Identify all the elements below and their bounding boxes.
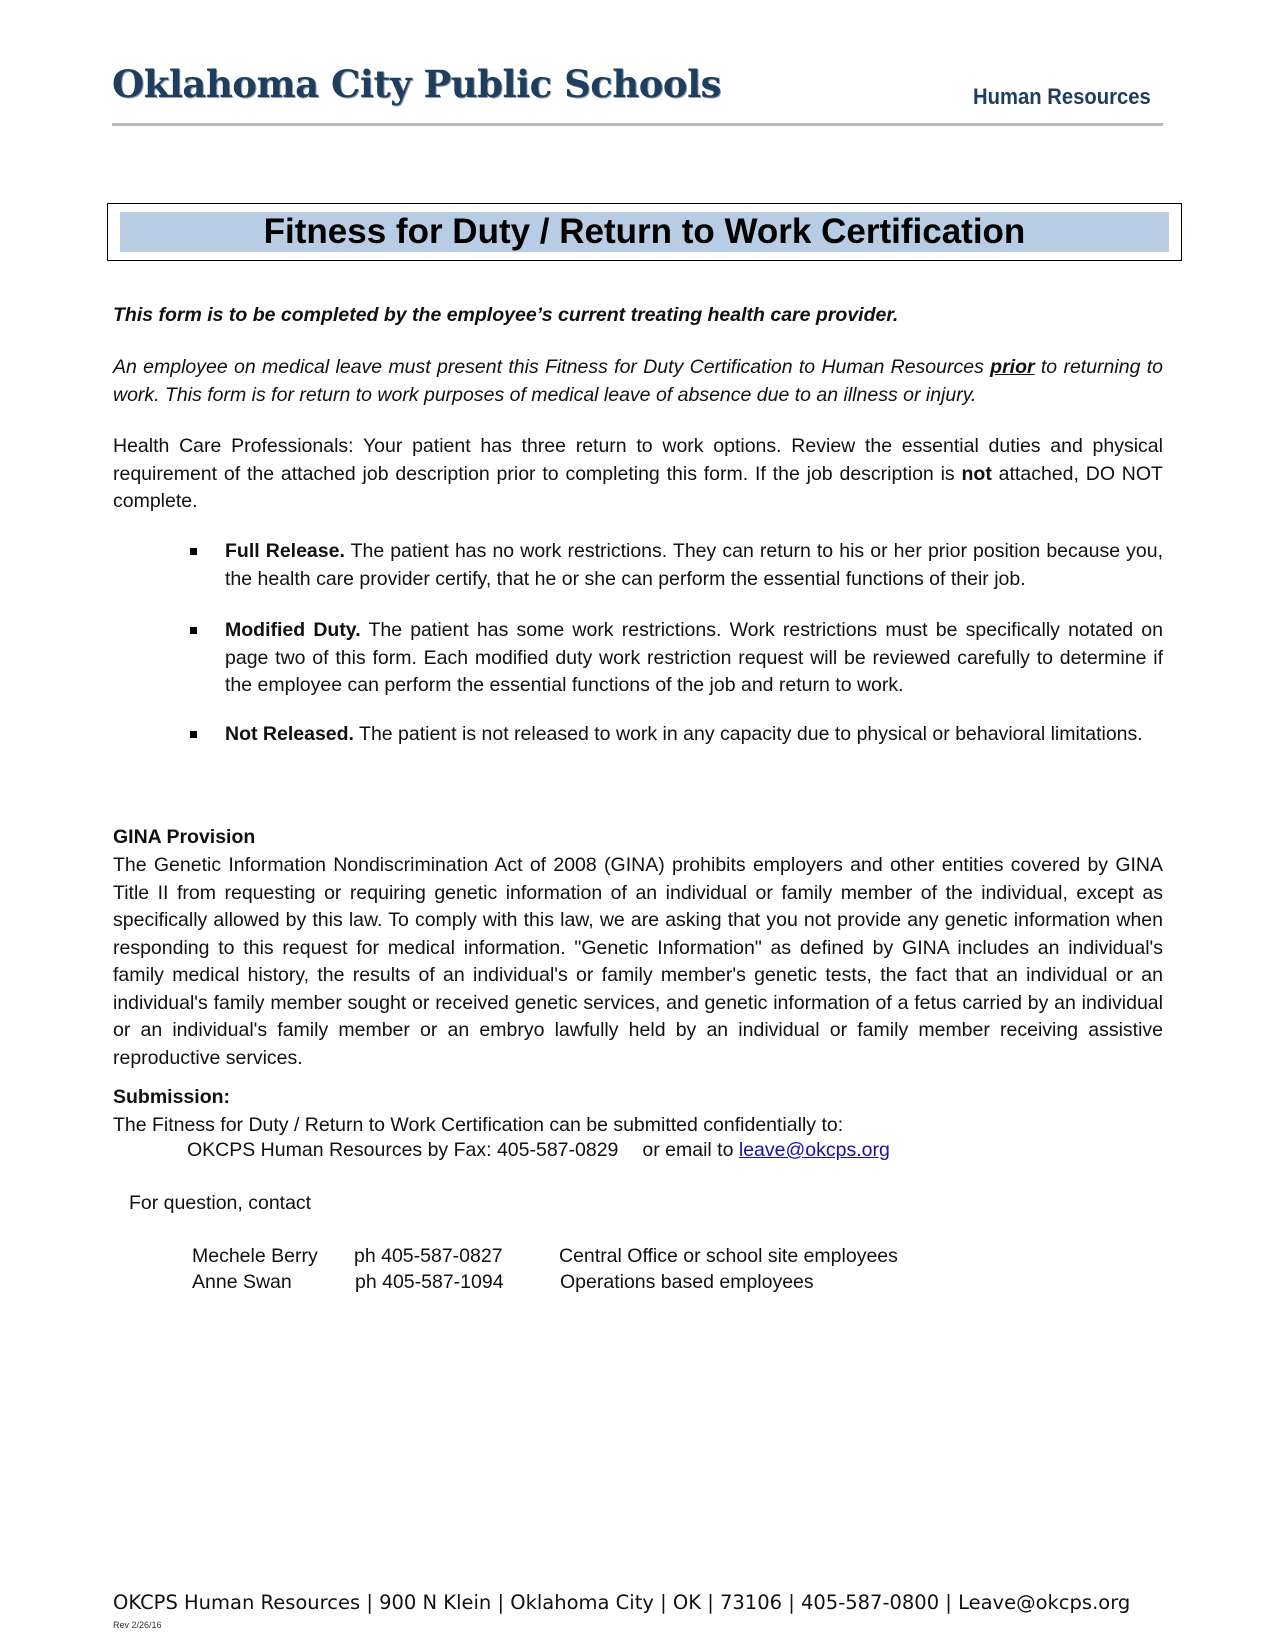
option-text: The patient has some work restrictions. Work restrictions must be specifically notated on page two of this form. Each modified duty work restriction request will be reviewed carefully to determine if the employee can perform the essential functions of the job and return to work. (225, 619, 1163, 696)
bullet-icon (190, 548, 197, 555)
medical-leave-notice (113, 354, 1163, 409)
option-not-released (225, 721, 1163, 749)
gina-heading: GINA Provision (113, 826, 256, 848)
question-contact: For question, contact (129, 1192, 312, 1214)
submission-fax-email (187, 1139, 890, 1162)
organization-logo-text: Oklahoma City Public Schools (112, 62, 721, 106)
submission-heading: Submission: (113, 1086, 231, 1108)
option-label: Modified Duty. (225, 619, 361, 641)
title-box (107, 203, 1182, 261)
professionals-instructions (113, 433, 1163, 516)
header-divider (112, 123, 1163, 126)
option-text: The patient has no work restrictions. They can return to his or her prior position because you, the health care provider certify, that he or she can perform the essential functions of their job. (225, 540, 1163, 590)
gina-body: The Genetic Information Nondiscrimination Act of 2008 (GINA) prohibits employers and other entities covered by GINA Title II from requesting or requiring genetic information of an individual or family member of the individual, except as specifically allowed by this law. To comply with this law, we are asking that you not provide any genetic information when responding to this request for medical information. "Genetic Information" as defined by GINA includes an individual's family medical history, the results of an individual's or family member's genetic tests, the fact that an individual or an individual's family member sought or received genetic services, and genetic information of a fetus carried by an individual or an individual's family member or an embryo lawfully held by an individual or family member receiving assistive reproductive services. (113, 854, 1163, 1069)
contact-phone: ph 405-587-1094 (355, 1271, 504, 1293)
department-name: Human Resources (973, 84, 1151, 109)
option-text: The patient is not released to work in any capacity due to physical or behavioral limitations. (353, 723, 1143, 745)
professionals-text-1: Health Care Professionals: Your patient has three return to work options. Review the essential duties and physical requirement of the attached job description prior to completing this form. If the job description is (113, 435, 1163, 485)
title-band (120, 212, 1169, 252)
option-label: Not Released. (225, 723, 354, 745)
professionals-text-2: attached, DO NOT complete. (113, 462, 1163, 512)
contact-name: Mechele Berry (192, 1245, 318, 1267)
completed-by-statement: This form is to be completed by the employee’s current treating health care provider. (113, 304, 899, 326)
contact-scope: Central Office or school site employees (559, 1245, 898, 1267)
footer-address: OKCPS Human Resources | 900 N Klein | Oklahoma City | OK | 73106 | 405-587-0800 | Leave@okcps.org (113, 1591, 1131, 1614)
notice-text-2: to returning to work. This form is for return to work purposes of medical leave of absence due to an illness or injury. (113, 356, 1163, 406)
bullet-icon (190, 731, 197, 738)
bullet-icon (190, 627, 197, 634)
contact-name: Anne Swan (192, 1271, 292, 1293)
option-modified-duty (225, 617, 1163, 700)
contact-phone: ph 405-587-0827 (354, 1245, 503, 1267)
email-link[interactable]: leave@okcps.org (738, 1139, 890, 1161)
revision-date: Rev 2/26/16 (113, 1620, 162, 1630)
fax-info: OKCPS Human Resources by Fax: 405-587-0829 (187, 1139, 619, 1161)
notice-text-1: An employee on medical leave must present this Fitness for Duty Certification to Human Resources (113, 356, 991, 378)
notice-emphasis: prior (990, 356, 1035, 378)
contact-scope: Operations based employees (560, 1271, 814, 1293)
option-full-release (225, 538, 1163, 593)
page-title: Fitness for Duty / Return to Work Certification (263, 212, 1026, 251)
email-prefix: or email to (642, 1139, 734, 1161)
submission-line: The Fitness for Duty / Return to Work Certification can be submitted confidentially to: (113, 1114, 844, 1136)
professionals-emphasis: not (961, 462, 992, 485)
option-label: Full Release. (225, 540, 345, 562)
